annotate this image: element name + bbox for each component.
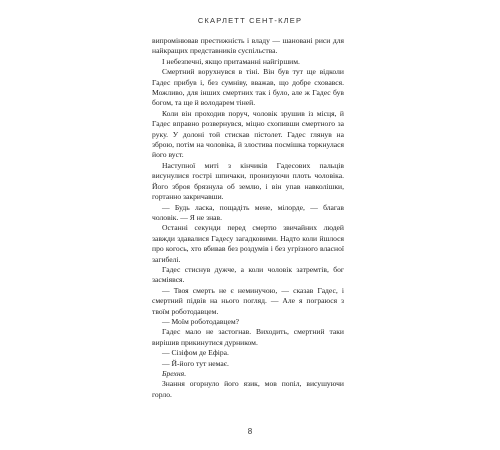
paragraph: Останні секунди перед смертю звичайних людей завжди здавалися Гадесу загадковими. Надто коли йшлося про когось, хто вбивав без роздумів і без угрізного власної загибелі. — [152, 223, 344, 264]
running-head: СКАРЛЕТТ СЕНТ-КЛЕР — [197, 16, 303, 25]
paragraph: випромінював престижність і владу — шановані риси для найкращих представників суспільства. — [152, 36, 344, 56]
paragraph: Смертний ворухнувся в тіні. Він був тут ще відколи Гадес прибув і, без сумніву, вважав, що добре сховався. Можливо, для інших смертних так і було, але ж Гадес був богом, та ще й володарем тіней. — [152, 67, 344, 108]
paragraph: Коли він проходив поруч, чоловік зрушив із місця, й Гадес вправно розвернувся, міцно схопивши смертного за руку. У долоні той стискав пістолет. Гадес глянув на зброю, потім на чоловіка, й злостива посмішка торкнулася його вуст. — [152, 108, 344, 160]
paragraph: — Моїм роботодавцем? — [162, 316, 240, 326]
paragraph: І небезпечні, якщо притаманні найгіршим. — [162, 56, 300, 66]
paragraph: — Сізіфом де Ефіра. — [162, 348, 229, 358]
paragraph: — Й-його тут немає. — [162, 358, 229, 368]
italic-text: Брехня. — [162, 369, 187, 378]
page-number: 8 — [247, 427, 253, 436]
paragraph: Гадес мало не застогнав. Виходить, смертний таки вирішив прикинутися дурником. — [152, 327, 344, 347]
body-text — [152, 36, 344, 400]
paragraph: Наступної миті з кінчиків Гадесових пальців висунулися гострі шпичаки, пронизуючи плоть чоловіка. Його зброя брязнула об землю, і він упав навколішки, гортанно закричавши. — [152, 160, 344, 202]
paragraph: — Твоя смерть не є неминучою, — сказав Гадес, і смертний підвів на нього погляд. — Але я пограюся з твоїм роботодавцем. — [152, 285, 344, 316]
paragraph: Гадес стиснув дужче, а коли чоловік затремтів, бог засміявся. — [152, 264, 344, 285]
paragraph: — Будь ласка, пощадіть мене, мілорде, — благав чоловік. — Я не знав. — [152, 202, 344, 222]
paragraph: Знання огорнуло його язик, мов попіл, висушуючи горло. — [152, 379, 344, 399]
paragraph-italic — [152, 369, 344, 379]
